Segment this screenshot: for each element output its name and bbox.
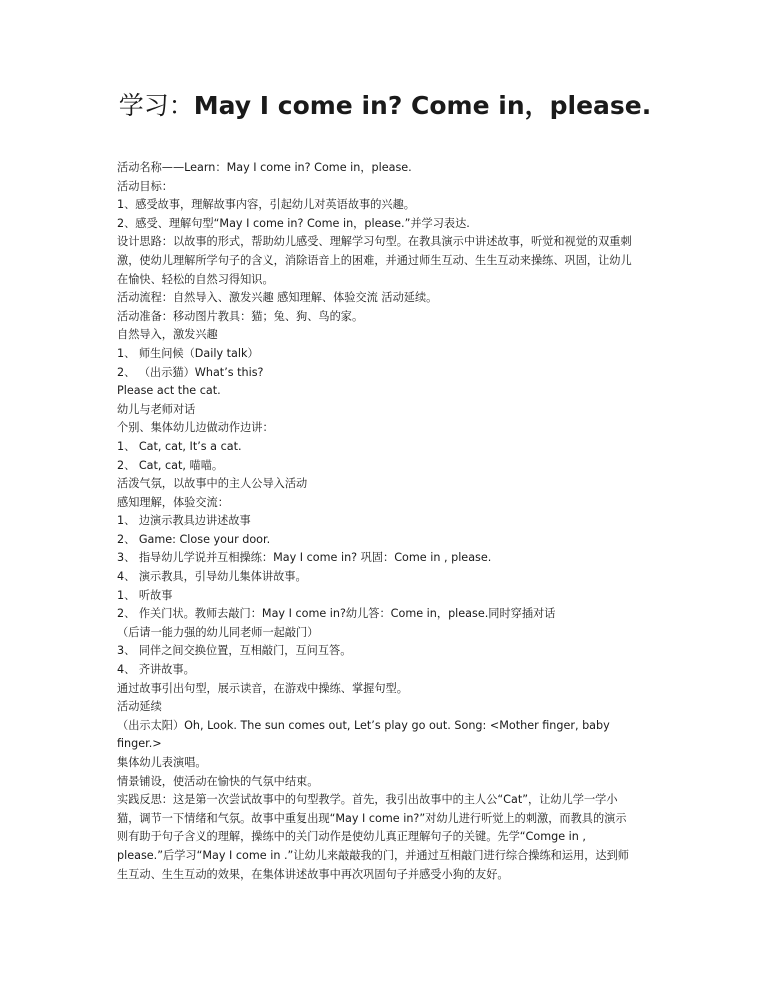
text-line: 活动准备：移动图片教具：猫；兔、狗、鸟的家。 [117, 309, 364, 323]
text-line: 2、 Cat, cat, 喵喵。 [117, 458, 224, 472]
text-line: 活动目标： [117, 179, 173, 193]
document-body [117, 159, 657, 884]
text-line: 4、 演示教具，引导幼儿集体讲故事。 [117, 570, 307, 584]
text-line: 通过故事引出句型，展示读音，在游戏中操练、掌握句型。 [117, 681, 408, 695]
page-title [0, 86, 770, 126]
text-line: 情景铺设，使活动在愉快的气氛中结束。 [117, 774, 319, 788]
text-line: please.”后学习“May I come in .”让幼儿来敲敲我的门，并通过互相敲门进行综合操练和运用，达到师 [117, 848, 629, 862]
text-line: 猫，调节一下情绪和气氛。故事中重复出现“May I come in?”对幼儿进行听觉上的刺激，而教具的演示 [117, 811, 627, 825]
text-line: （后请一能力强的幼儿同老师一起敲门） [117, 625, 319, 639]
text-line: 活动名称——Learn：May I come in? Come in，please. [117, 161, 412, 174]
text-line: 2、 作关门状。教师去敲门：May I come in?幼儿答：Come in，please.同时穿插对话 [117, 607, 556, 621]
text-line: Please act the cat. [117, 384, 221, 398]
text-line: 在愉快、轻松的自然习得知识。 [117, 272, 274, 286]
text-line: 个别、集体幼儿边做动作边讲： [117, 421, 274, 435]
text-line: 1、 边演示教具边讲述故事 [117, 514, 251, 528]
text-line: 2、 Game: Close your door. [117, 532, 271, 546]
text-line: 3、 指导幼儿学说并互相操练：May I come in? 巩固：Come in , please. [117, 551, 492, 565]
title-main: May I come in? Come in，please. [193, 91, 652, 120]
text-line: 1、 师生问候（Daily talk） [117, 346, 259, 360]
text-line: 活泼气氛，以故事中的主人公导入活动 [117, 477, 308, 491]
text-line: 1、 听故事 [117, 588, 173, 602]
text-line: 实践反思：这是第一次尝试故事中的句型教学。首先，我引出故事中的主人公“Cat”，让幼儿学一学小 [117, 793, 618, 807]
text-line: 1、感受故事，理解故事内容，引起幼儿对英语故事的兴趣。 [117, 198, 415, 212]
text-line: 2、 （出示猫）What’s this? [117, 365, 264, 379]
text-line: 感知理解，体验交流： [117, 495, 229, 509]
text-line: 则有助于句子含义的理解，操练中的关门动作是使幼儿真正理解句子的关键。先学“Comge in , [117, 830, 586, 844]
text-line: 自然导入，激发兴趣 [117, 328, 218, 342]
text-line: 4、 齐讲故事。 [117, 663, 195, 677]
text-line: 2、感受、理解句型“May I come in? Come in，please.”并学习表达. [117, 216, 470, 230]
text-line: 3、 同伴之间交换位置，互相敲门，互问互答。 [117, 644, 352, 658]
text-line: 活动延续 [117, 700, 162, 714]
text-line: 设计思路：以故事的形式，帮助幼儿感受、理解学习句型。在教具演示中讲述故事，听觉和视觉的双重刺 [117, 235, 632, 249]
text-line: 生互动、生生互动的效果，在集体讲述故事中再次巩固句子并感受小狗的友好。 [117, 867, 509, 881]
text-line: 1、 Cat, cat, It’s a cat. [117, 439, 242, 453]
text-line: （出示太阳）Oh, Look. The sun comes out, Let’s play go out. Song: <Mother finger, baby [117, 718, 610, 732]
text-line: finger.> [117, 737, 162, 751]
text-line: 幼儿与老师对话 [117, 402, 196, 416]
text-line: 集体幼儿表演唱。 [117, 756, 207, 769]
text-line: 激，使幼儿理解所学句子的含义，消除语音上的困难，并通过师生互动、生生互动来操练、巩固，让幼儿 [117, 253, 632, 267]
text-line: 活动流程：自然导入、激发兴趣 感知理解、体验交流 活动延续。 [117, 291, 438, 305]
title-prefix: 学习： [118, 91, 194, 120]
